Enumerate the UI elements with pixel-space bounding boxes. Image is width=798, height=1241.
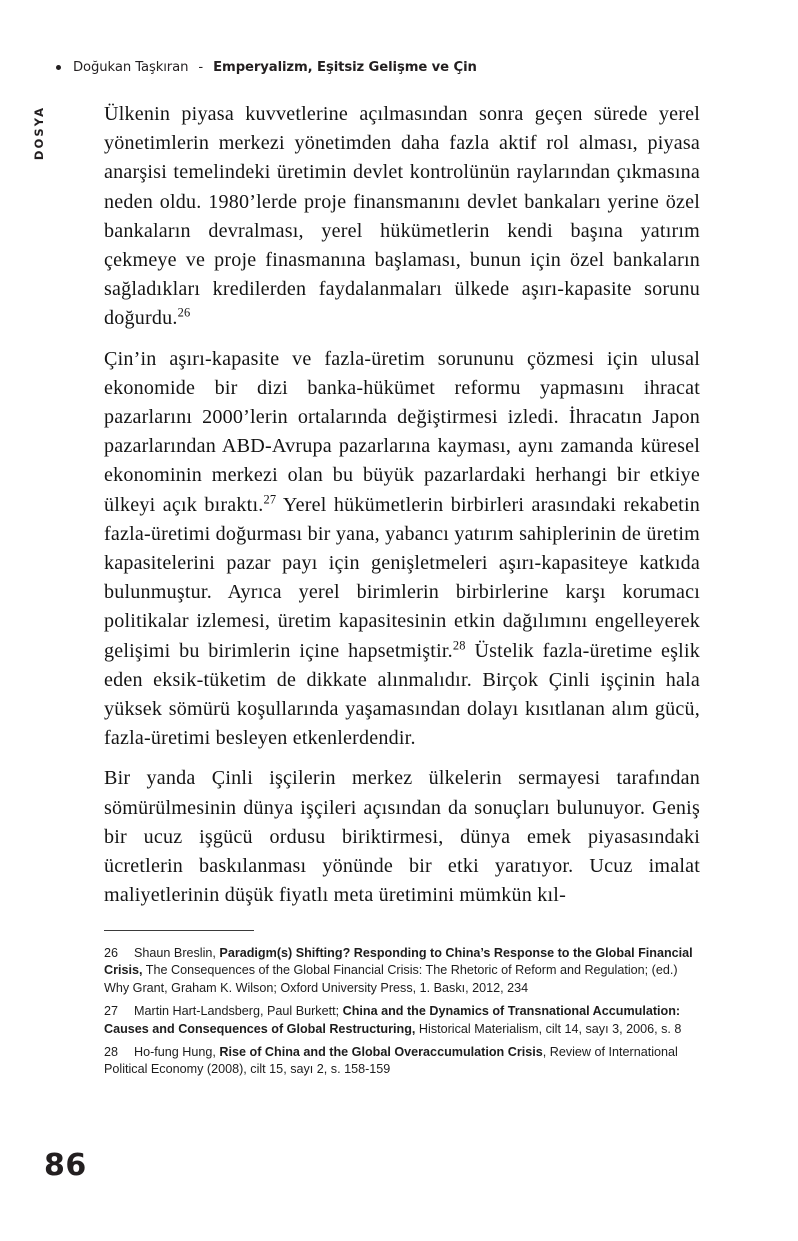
footnote-separator-rule (104, 930, 254, 931)
running-head-author: Doğukan Taşkıran (73, 60, 189, 75)
section-tab (28, 98, 50, 188)
footnote-27-number: 27 (104, 1004, 119, 1019)
footnote-26 (104, 945, 702, 997)
section-tab-label: DOSYA (32, 105, 47, 161)
footnote-26-number: 26 (104, 946, 119, 960)
footnote-26-title: Paradigm(s) Shifting? Responding to China’s Response to the Global Financial Crisis, (104, 946, 693, 978)
running-head-title: Emperyalizm, Eşitsiz Gelişme ve Çin (213, 60, 477, 75)
paragraph-2 (104, 345, 700, 754)
page-number: 86 (44, 1148, 87, 1183)
footnote-28-title: Rise of China and the Global Overaccumulation Crisis (219, 1045, 543, 1060)
footnote-28-number: 28 (104, 1045, 119, 1060)
footnote-28 (104, 1044, 702, 1079)
running-head (56, 60, 716, 75)
footnote-27-pre: Martin Hart-Landsberg, Paul Burkett; (134, 1004, 343, 1019)
body-text-column (104, 100, 700, 910)
footnote-27-post: Historical Materialism, cilt 14, sayı 3, 2006, s. 8 (415, 1021, 682, 1036)
footnote-marker-28: 28 (452, 637, 466, 652)
footnote-26-pre: Shaun Breslin, (134, 946, 220, 960)
paragraph-2-segment-3: Üstelik fazla-üretime eşlik eden eksik-tüketim de dikkate alınmalıdır. Birçok Çinli işçinin hala yüksek sömürü koşullarında yaşamasından dolayı kısıtlanan alım gücü, fazla-üretimi besleyen etkenlerdendir. (104, 639, 700, 750)
bullet-icon (56, 65, 61, 70)
paragraph-1 (104, 100, 700, 334)
footnote-27 (104, 1003, 702, 1038)
running-head-separator: - (198, 60, 204, 75)
paragraph-2-segment-2: Yerel hükümetlerin birbirleri arasındaki rekabetin fazla-üretimi doğurması bir yana, yabancı yatırım sahiplerinin de üretim kapasitelerini pazar payı için genişletmeleri aşırı-kapasiteye katkıda bulunmuştur. Ayrıca yerel birimlerin birbirlerine karşı korumacı politikalar izlemesi, üretim kapasitesinin etkin dağılımını engelleyerek gelişimi bu birimlerin içine hapsetmiştir. (104, 493, 701, 662)
footnote-27-title: China and the Dynamics of Transnational Accumulation: Causes and Consequences of Global Restructuring, (104, 1004, 681, 1036)
paragraph-3: Bir yanda Çinli işçilerin merkez ülkelerin sermayesi tarafından sömürülmesinin dünya işçileri açısından da sonuçları bulunuyor. Geniş bir ucuz işgücü ordusu biriktirmesi, dünya emek piyasasındaki ücretlerin baskılanması yönünde bir etki yaratıyor. Ucuz imalat maliyetlerinin düşük fiyatlı meta üretimini mümkün kıl- (104, 767, 700, 907)
footnote-28-post: , Review of International Political Economy (2008), cilt 15, sayı 2, s. 158-159 (104, 1045, 678, 1077)
footnote-marker-26: 26 (177, 305, 191, 320)
paragraph-1-text: Ülkenin piyasa kuvvetlerine açılmasından sonra geçen sürede yerel yönetimlerin merkezi yönetimden daha fazla aktif rol alması, piyasa anarşisi temelindeki üretimin devlet kontrolünün raylarından çıkmasına neden oldu. 1980’lerde proje finansmanını devlet bankaları yerine özel bankaların devralması, yerel hükümetlerin kendi başına yatırım çekmeye ve proje finasmanına başlaması, bunun için özel bankaların sağladıkları kredilerden faydalanmaları ülkede aşırı-kapasite sorunu doğurdu. (104, 103, 700, 330)
footnote-marker-27: 27 (263, 491, 277, 506)
footnote-26-post: The Consequences of the Global Financial Crisis: The Rhetoric of Reform and Regulation; (ed.) Why Grant, Graham K. Wilson; Oxford University Press, 1. Baskı, 2012, 234 (104, 963, 678, 995)
paragraph-2-segment-1: Çin’in aşırı-kapasite ve fazla-üretim sorununu çözmesi için ulusal ekonomide bir dizi banka-hükümet reformu yapmasını ihracat pazarlarını 2000’lerin ortalarında değiştirmesi izledi. İhracatın Japon pazarlarından ABD-Avrupa pazarlarına kayması, aynı zamanda küresel ekonominin merkezi olan bu büyük pazarlardaki herhangi bir etkiye ülkeyi açık bıraktı. (104, 347, 700, 516)
footnotes-section (104, 930, 702, 1079)
footnote-28-pre: Ho-fung Hung, (134, 1045, 220, 1060)
